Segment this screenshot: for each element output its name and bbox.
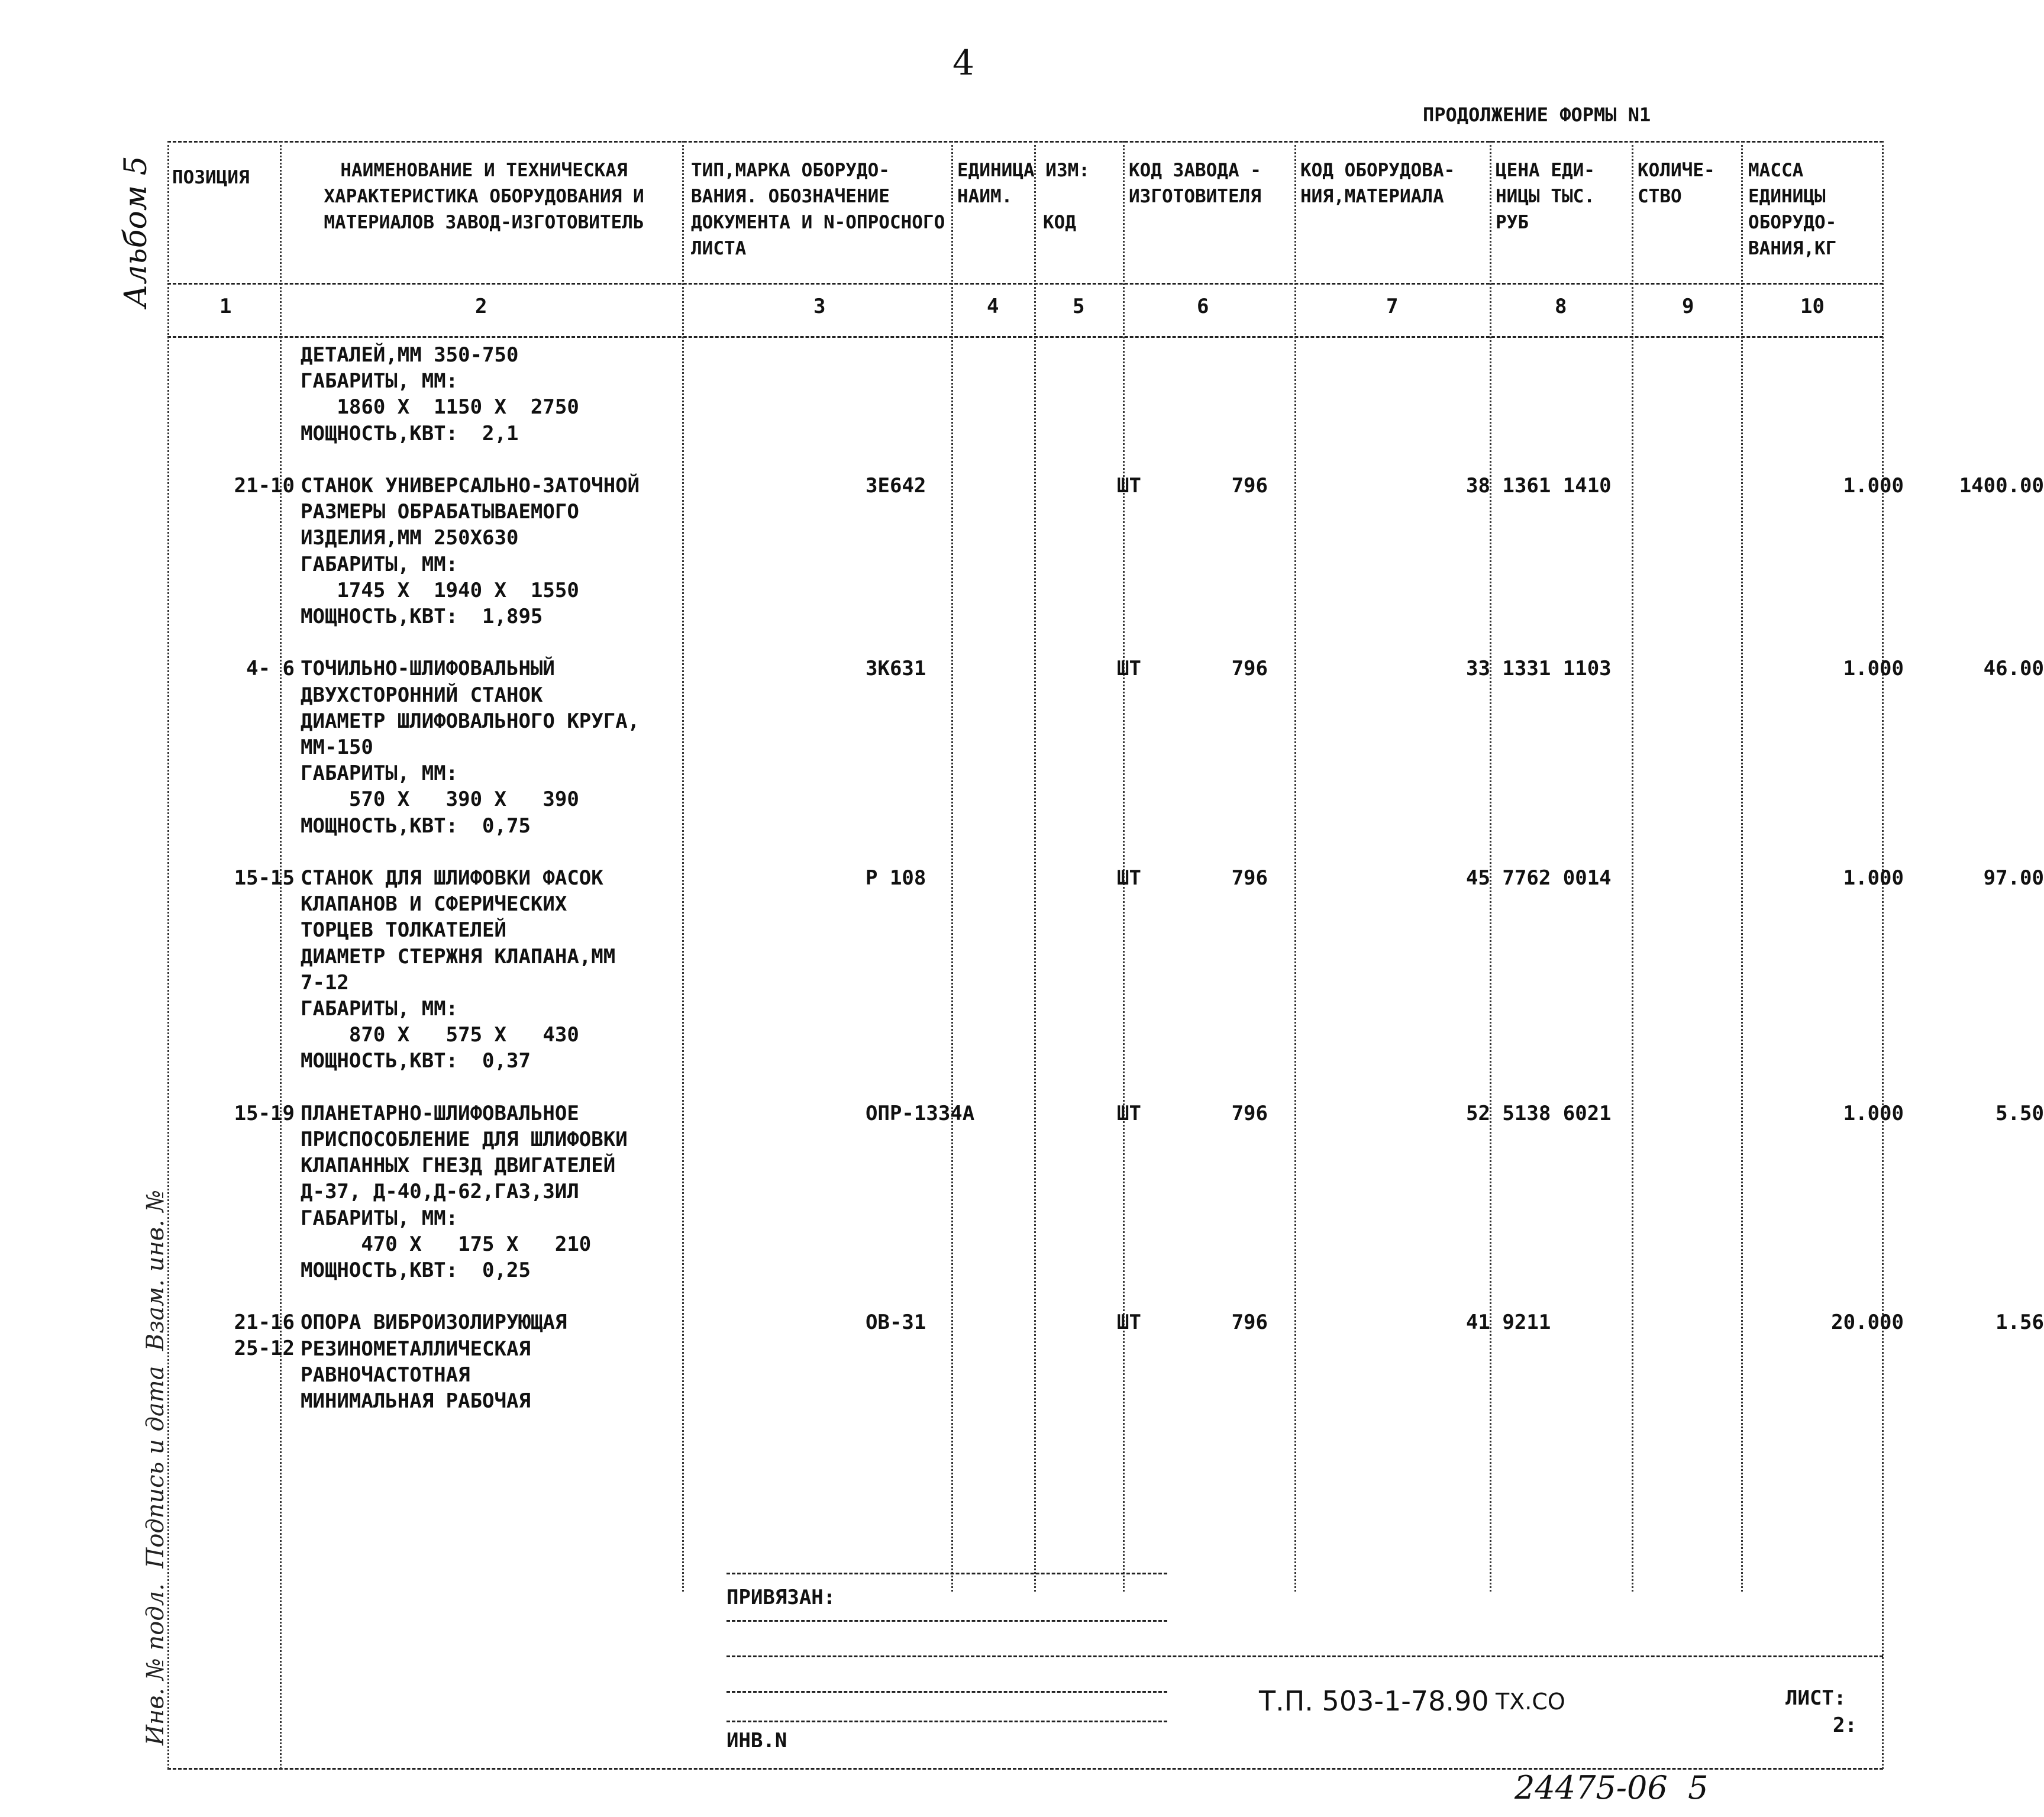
col-number: 3 xyxy=(813,295,826,318)
header-col-2: НАИМЕНОВАНИЕ И ТЕХНИЧЕСКАЯ ХАРАКТЕРИСТИКА ОБОРУДОВАНИЯ И МАТЕРИАЛОВ ЗАВОД-ИЗГОТОВИТЕЛЬ xyxy=(324,160,644,233)
col-number: 10 xyxy=(1800,295,1825,318)
col-number: 5 xyxy=(1073,295,1085,318)
row-name-line: РАВНОЧАСТОТНАЯ xyxy=(301,1363,470,1387)
row-type: ОПР-1334А xyxy=(866,1101,975,1125)
row-name xyxy=(301,656,857,865)
row-name-line: РАЗМЕРЫ ОБРАБАТЫВАЕМОГО xyxy=(301,500,579,524)
row-unit: ШТ xyxy=(1117,657,1141,681)
row-mass: 1.56 xyxy=(1995,1311,2044,1335)
side-stamp: Инв. № подл. Подпись и дата Взам. инв. № xyxy=(142,1189,169,1745)
row-name-line: МОЩНОСТЬ,КВТ: 2,1 xyxy=(301,421,519,446)
col-number: 1 xyxy=(219,295,232,318)
row-unit: ШТ xyxy=(1117,866,1141,890)
row-type: Р 108 xyxy=(866,866,926,890)
row-name-line: ГАБАРИТЫ, ММ: xyxy=(301,761,458,786)
row-quantity: 1.000 xyxy=(1843,474,1904,498)
title-block xyxy=(726,1573,1883,1768)
header-col-1: ПОЗИЦИЯ xyxy=(172,167,250,188)
row-unit-code: 796 xyxy=(1231,1101,1268,1125)
row-quantity: 1.000 xyxy=(1843,1101,1904,1125)
row-name-line xyxy=(301,447,857,473)
continuation-title: ПРОДОЛЖЕНИЕ ФОРМЫ N1 xyxy=(1423,104,1651,126)
row-name-line: ГАБАРИТЫ, ММ: xyxy=(301,369,458,393)
row-name-line: ММ-150 xyxy=(301,735,373,759)
row-name-line: СТАНОК ДЛЯ ШЛИФОВКИ ФАСОК xyxy=(301,866,603,890)
col-number: 7 xyxy=(1386,295,1399,318)
page-number: 4 xyxy=(952,43,974,83)
col-number: 2 xyxy=(475,295,487,318)
row-name-line: СТАНОК УНИВЕРСАЛЬНО-ЗАТОЧНОЙ xyxy=(301,474,640,498)
row-name-line: ТОРЦЕВ ТОЛКАТЕЛЕЙ xyxy=(301,918,506,943)
album-note: Альбом 5 xyxy=(118,156,154,308)
row-name-line: ПРИСПОСОБЛЕНИЕ ДЛЯ ШЛИФОВКИ xyxy=(301,1127,628,1151)
row-name-line: 7-12 xyxy=(301,970,349,995)
header-col-4: ЕДИНИЦА ИЗМ: НАИМ. xyxy=(957,160,1090,207)
row-quantity: 1.000 xyxy=(1843,657,1904,681)
row-material-code: 41 9211 xyxy=(1466,1311,1551,1335)
row-mass: 97.00 xyxy=(1983,866,2044,890)
row-name-line: МИНИМАЛЬНАЯ РАБОЧАЯ xyxy=(301,1389,531,1413)
header-col-8: ЦЕНА ЕДИ-НИЦЫ ТЫС. РУБ xyxy=(1496,160,1595,233)
row-position: 15-19 xyxy=(234,1101,295,1125)
row-name-line: Д-37, Д-40,Д-62,ГАЗ,ЗИЛ xyxy=(301,1180,579,1204)
footer-number: 24475-06 5 xyxy=(1515,1769,1709,1806)
row-name-line: ГАБАРИТЫ, ММ: xyxy=(301,1206,458,1230)
header-col-6: КОД ЗАВОДА - ИЗГОТОВИТЕЛЯ xyxy=(1129,160,1261,207)
row-material-code: 33 1331 1103 xyxy=(1466,657,1612,681)
doc-code: Т.П. 503-1-78.90 xyxy=(1259,1685,1489,1717)
row-name xyxy=(301,865,857,1100)
row-position: 21-16 25-12 xyxy=(234,1311,295,1361)
header-col-7: КОД ОБОРУДОВА-НИЯ,МАТЕРИАЛА xyxy=(1300,160,1455,207)
row-name-line: 1860 X 1150 X 2750 xyxy=(301,395,579,419)
row-mass: 5.50 xyxy=(1995,1101,2044,1125)
row-material-code: 45 7762 0014 xyxy=(1466,866,1612,890)
row-name-line xyxy=(301,1283,857,1309)
row-type: ОВ-31 xyxy=(866,1311,926,1335)
row-name-line: ДИАМЕТР ШЛИФОВАЛЬНОГО КРУГА, xyxy=(301,709,640,733)
row-name-line: ДВУХСТОРОННИЙ СТАНОК xyxy=(301,683,543,707)
row-name-line: МОЩНОСТЬ,КВТ: 0,37 xyxy=(301,1049,531,1073)
row-name-line: ПЛАНЕТАРНО-ШЛИФОВАЛЬНОЕ xyxy=(301,1101,579,1125)
row-name-line: ОПОРА ВИБРОИЗОЛИРУЮЩАЯ xyxy=(301,1311,567,1335)
row-name-line: ДИАМЕТР СТЕРЖНЯ КЛАПАНА,ММ xyxy=(301,944,616,969)
row-name-line: ДЕТАЛЕЙ,ММ 350-750 xyxy=(301,343,519,367)
row-name xyxy=(301,1100,857,1310)
row-name xyxy=(301,1309,857,1414)
row-name-line: КЛАПАННЫХ ГНЕЗД ДВИГАТЕЛЕЙ xyxy=(301,1154,616,1178)
row-unit: ШТ xyxy=(1117,474,1141,498)
row-position: 4- 6 xyxy=(246,657,295,681)
row-unit-code: 796 xyxy=(1231,866,1268,890)
row-name-line: 1745 X 1940 X 1550 xyxy=(301,578,579,602)
row-material-code: 52 5138 6021 xyxy=(1466,1101,1612,1125)
row-name-line: МОЩНОСТЬ,КВТ: 0,25 xyxy=(301,1258,531,1282)
row-mass: 1400.00 xyxy=(1959,474,2044,498)
col-number: 4 xyxy=(987,295,999,318)
header-col-3: ТИП,МАРКА ОБОРУДО-ВАНИЯ. ОБОЗНАЧЕНИЕ ДОКУМЕНТА И N-ОПРОСНОГО ЛИСТА xyxy=(691,160,945,259)
row-name-line: ИЗДЕЛИЯ,ММ 250Х630 xyxy=(301,526,519,550)
row-name-line xyxy=(301,839,857,865)
row-position: 15-15 xyxy=(234,866,295,890)
row-unit-code: 796 xyxy=(1231,657,1268,681)
col-number: 6 xyxy=(1197,295,1209,318)
row-unit-code: 796 xyxy=(1231,474,1268,498)
row-name-line: МОЩНОСТЬ,КВТ: 0,75 xyxy=(301,814,531,838)
row-name-line: КЛАПАНОВ И СФЕРИЧЕСКИХ xyxy=(301,892,567,916)
sheet-number: 2: xyxy=(1833,1713,1857,1737)
row-name xyxy=(301,342,857,473)
col-number: 8 xyxy=(1555,295,1567,318)
row-name-line: РЕЗИНОМЕТАЛЛИЧЕСКАЯ xyxy=(301,1337,531,1361)
col-number: 9 xyxy=(1682,295,1694,318)
row-name-line: ТОЧИЛЬНО-ШЛИФОВАЛЬНЫЙ xyxy=(301,657,555,681)
row-name-line: 470 X 175 X 210 xyxy=(301,1232,592,1256)
row-type: 3Е642 xyxy=(866,474,926,498)
row-name-line: МОЩНОСТЬ,КВТ: 1,895 xyxy=(301,604,543,628)
row-position: 21-10 xyxy=(234,474,295,498)
doc-suffix: ТХ.СО xyxy=(1496,1689,1565,1715)
privyazan-label: ПРИВЯЗАН: xyxy=(726,1586,836,1609)
row-unit: ШТ xyxy=(1117,1311,1141,1335)
header-col-9: КОЛИЧЕ-СТВО xyxy=(1638,160,1715,207)
header-col-5: КОД xyxy=(1043,212,1076,233)
row-name-line: 570 X 390 X 390 xyxy=(301,788,579,812)
equipment-table xyxy=(167,141,2044,1769)
inv-label: ИНВ.N xyxy=(726,1729,787,1753)
row-name-line: 870 X 575 X 430 xyxy=(301,1023,579,1047)
row-name xyxy=(301,473,857,656)
row-name-line: ГАБАРИТЫ, ММ: xyxy=(301,996,458,1021)
row-quantity: 20.000 xyxy=(1831,1311,1904,1335)
header-col-10: МАССА ЕДИНИЦЫ ОБОРУДО-ВАНИЯ,КГ xyxy=(1748,160,1837,259)
row-mass: 46.00 xyxy=(1983,657,2044,681)
row-type: 3К631 xyxy=(866,657,926,681)
row-material-code: 38 1361 1410 xyxy=(1466,474,1612,498)
row-unit: ШТ xyxy=(1117,1101,1141,1125)
row-name-line: ГАБАРИТЫ, ММ: xyxy=(301,552,458,576)
row-name-line xyxy=(301,630,857,656)
sheet-label: ЛИСТ: xyxy=(1785,1686,1846,1710)
row-unit-code: 796 xyxy=(1231,1311,1268,1335)
row-name-line xyxy=(301,1074,857,1100)
row-quantity: 1.000 xyxy=(1843,866,1904,890)
